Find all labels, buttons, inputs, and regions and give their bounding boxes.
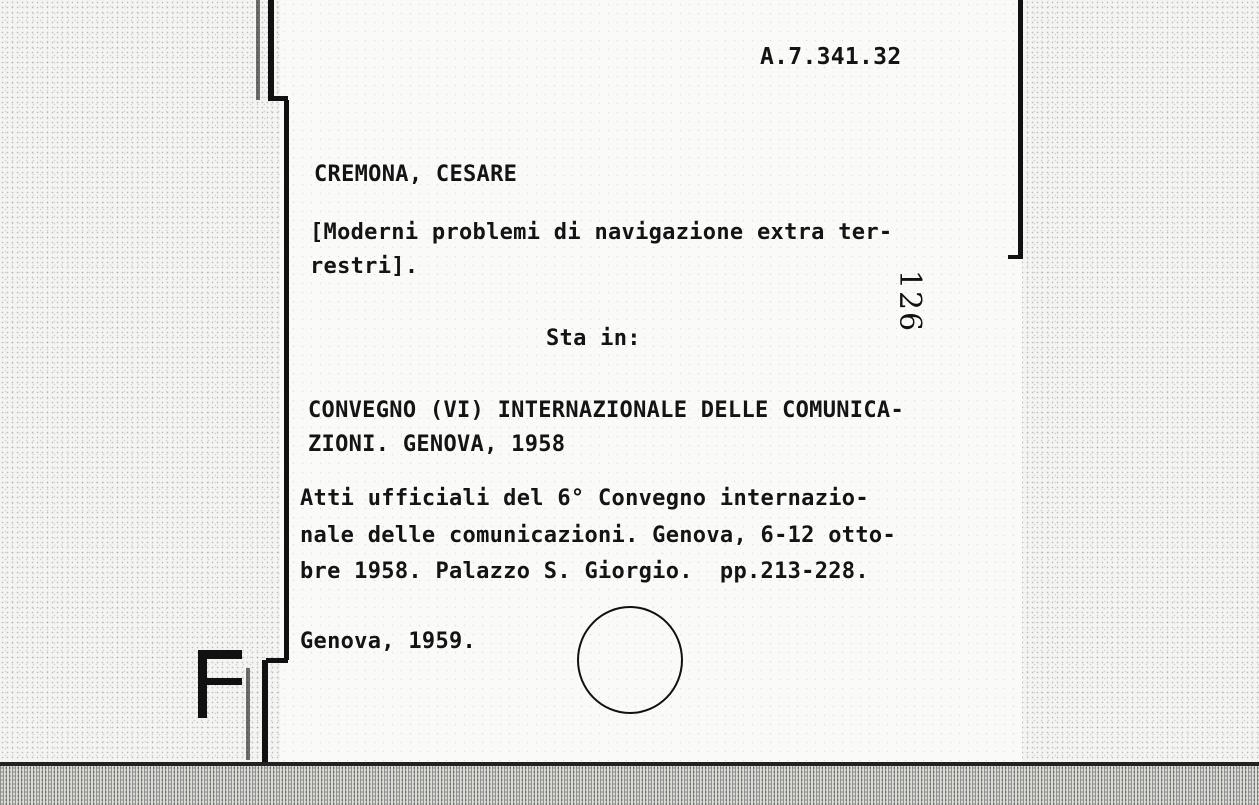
author-heading: CREMONA, CESARE bbox=[314, 162, 518, 187]
host-title-line-2: nale delle comunicazioni. Genova, 6-12 otto- bbox=[300, 523, 896, 548]
card-left-edge-upper bbox=[268, 0, 274, 100]
card-notch-bottom bbox=[266, 658, 288, 663]
imprint: Genova, 1959. bbox=[300, 629, 477, 654]
card-notch-top bbox=[268, 96, 288, 101]
card-edge-strip-lower bbox=[246, 668, 250, 760]
call-number: A.7.341.32 bbox=[760, 44, 902, 70]
host-title-line-3: bre 1958. Palazzo S. Giorgio. pp.213-228. bbox=[300, 559, 869, 584]
host-heading-line-2: ZIONI. GENOVA, 1958 bbox=[308, 432, 566, 457]
scan-bottom-edge bbox=[0, 762, 1259, 805]
title-line-1: [Moderni problemi di navigazione extra ter- bbox=[310, 220, 893, 245]
card-right-edge-foot bbox=[1008, 255, 1023, 259]
handwritten-number: 126 bbox=[892, 269, 928, 334]
clip-mark-middle bbox=[198, 678, 242, 685]
circular-stamp bbox=[577, 606, 683, 714]
host-heading-line-1: CONVEGNO (VI) INTERNAZIONALE DELLE COMUNICA- bbox=[308, 398, 904, 423]
in-label: Sta in: bbox=[546, 326, 641, 351]
card-left-edge bbox=[284, 100, 289, 660]
card-right-edge bbox=[1018, 0, 1023, 258]
clip-mark-top bbox=[198, 650, 242, 659]
card-left-edge-lower bbox=[262, 660, 268, 762]
title-line-2: restri]. bbox=[310, 254, 419, 279]
host-title-line-1: Atti ufficiali del 6° Convegno internazio- bbox=[300, 486, 869, 511]
card-edge-strip bbox=[256, 0, 260, 100]
